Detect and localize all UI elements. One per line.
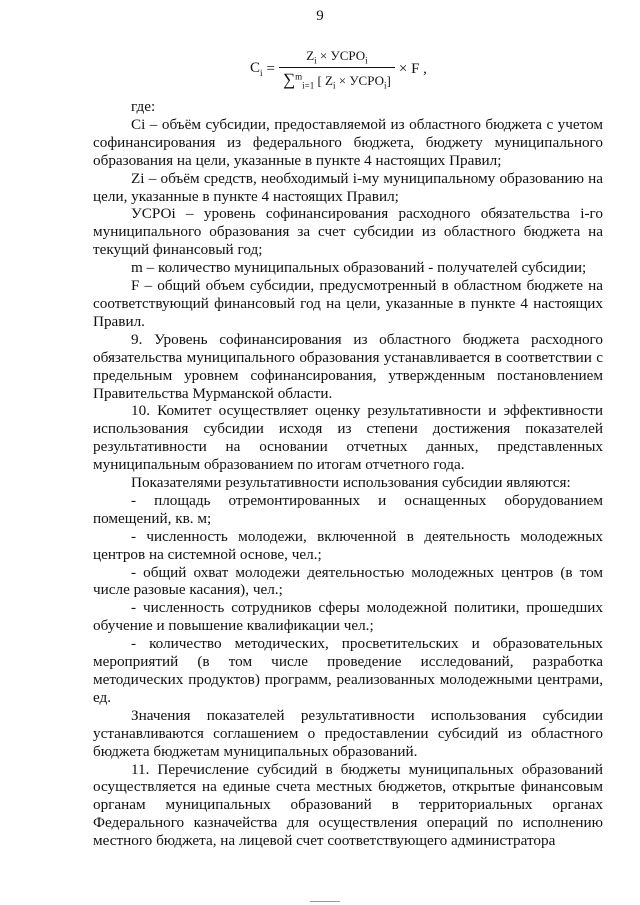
bottom-divider [310,901,340,902]
paragraph: - площадь отремонтированных и оснащенных оборудованием помещений, кв. м; [93,491,603,527]
paragraph: 9. Уровень софинансирования из областного бюджета расходного обязательства муниципального образования устанавливается в соответствии с предельным уровнем софинансирования, утвержденным постановлением Правительства Мурманской области. [93,330,603,402]
paragraph: - численность молодежи, включенной в деятельность молодежных центров на системной основе, чел.; [93,527,603,563]
paragraph: F – общий объем субсидии, предусмотренный в областном бюджете на соответствующий финансовый год на цели, указанные в пункте 4 настоящих Правил. [93,277,603,330]
document-body [93,98,603,850]
paragraph: - численность сотрудников сферы молодежной политики, прошедших обучение и повышение квалификации чел.; [93,599,603,635]
paragraph: Показателями результативности использования субсидии являются: [131,474,571,492]
formula-lhs: $C_i$ [250,60,263,79]
paragraph: - количество методических, просветительских и образовательных мероприятий (в том числе проведение исследований, разработка методических продуктов) программ, реализованных молодежными центрами, ед. [93,635,603,706]
formula-denominator: ∑$^m_{i=1}$ [ $Z_i$ × $УСРО_i$] [279,67,395,91]
formula-tail: × F , [398,60,427,77]
paragraph: УСРОi – уровень софинансирования расходного обязательства i-го муниципального образования за счет субсидии из областного бюджета на текущий финансовый год; [93,205,603,259]
paragraph: Значения показателей результативности использования субсидии устанавливаются соглашением о предоставлении субсидий из областного бюджета бюджетам муниципальных образований. [93,706,603,760]
paragraph: 10. Комитет осуществляет оценку результативности и эффективности использования субсидии исходя из степени достижения показателей результативности на основании отчетных данных, представленных муниципальным образованием по итогам отчетного года. [93,402,603,474]
paragraph: m – количество муниципальных образований - получателей субсидии; [131,259,587,277]
paragraph: 11. Перечисление субсидий в бюджеты муниципальных образований осуществляется на единые счета местных бюджетов, открытые финансовым органам муниципальных образований в территориальных органах Федерального казначейства для осуществления операций по исполнению местного бюджета, на лицевой счет соответствующего администратора [93,760,603,850]
paragraph: где: [131,98,156,115]
formula-fraction [279,48,395,90]
subsidy-formula [250,48,427,90]
page-number: 9 [316,8,324,24]
paragraph: Zi – объём средств, необходимый i-му муниципальному образованию на цели, указанные в пункте 4 настоящих Правил; [93,169,603,205]
paragraph: - общий охват молодежи деятельностью молодежных центров (в том числе разовые касания), чел.; [93,563,603,599]
paragraph: Ci – объём субсидии, предоставляемой из областного бюджета с учетом софинансирования из федерального бюджета, бюджету муниципального образования на цели, указанные в пункте 4 настоящих Правил; [93,115,603,169]
formula-numerator: $Z_i$ × $УСРО_i$ [306,48,368,66]
formula-equals: = [266,60,275,77]
